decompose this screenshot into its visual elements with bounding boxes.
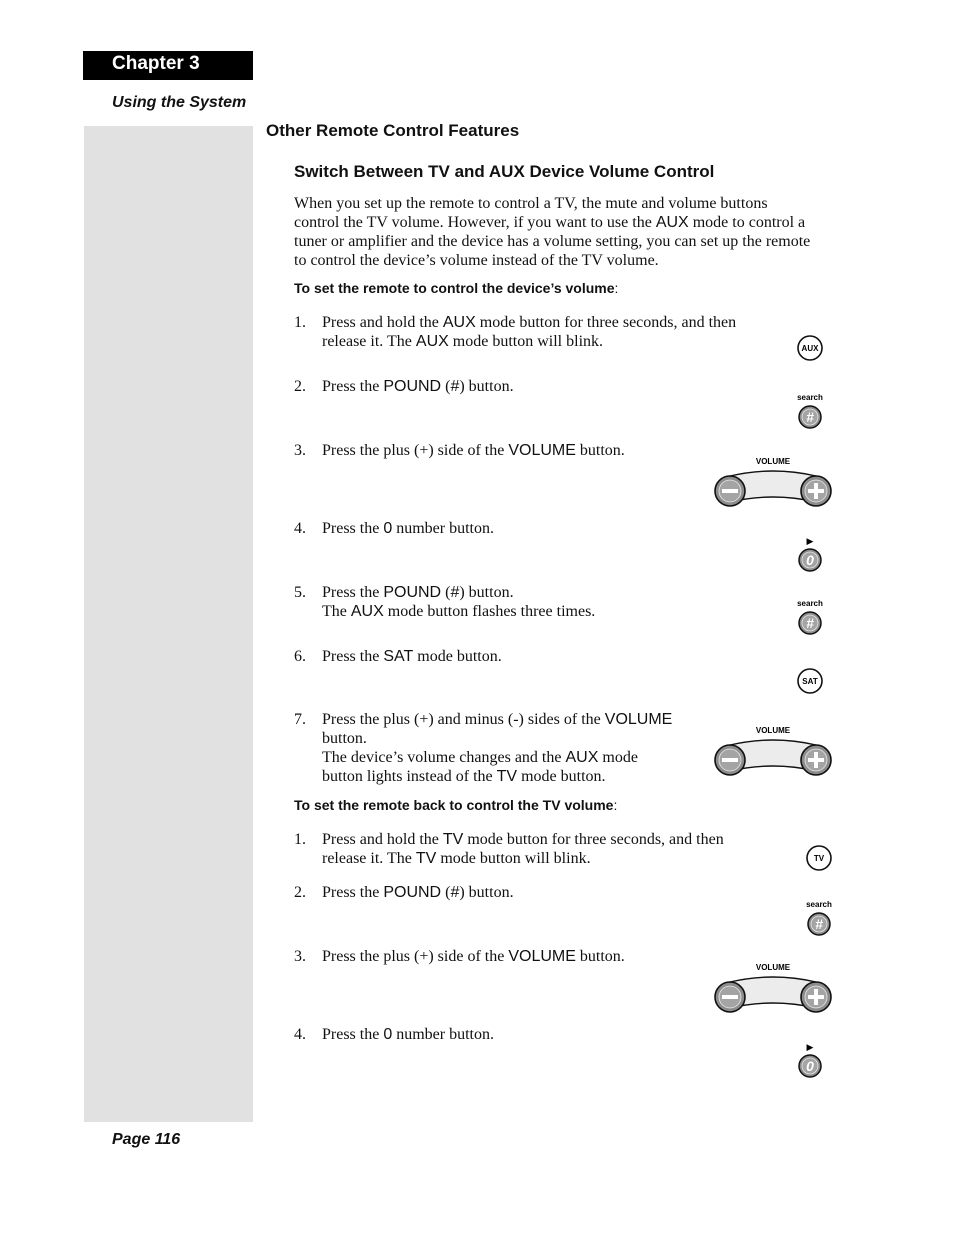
- step-number: 2.: [294, 378, 306, 395]
- step-text: Press the plus (+) side of the VOLUME button.: [322, 442, 625, 459]
- step-text: Press the SAT mode button.: [322, 648, 502, 665]
- key-term: AUX: [415, 333, 449, 350]
- step-text: The AUX mode button flashes three times.: [322, 603, 596, 620]
- margin-sidebar: [84, 126, 253, 1122]
- step-item: [294, 710, 672, 786]
- pound-label: #: [806, 615, 814, 631]
- key-term: TV: [442, 831, 464, 848]
- step-text: Press the POUND (#) button.: [322, 884, 514, 901]
- key-term: SAT: [383, 648, 414, 665]
- section-label: Using the System: [112, 94, 247, 111]
- step-item: [294, 441, 625, 460]
- step-text: Press the plus (+) and minus (-) sides of the VOLUME: [322, 711, 673, 728]
- zero-label: 0: [806, 552, 814, 568]
- intro-line: control the TV volume. However, if you want to use the AUX mode to control a: [294, 214, 806, 231]
- step-item: [294, 377, 514, 396]
- step-item: [294, 1025, 494, 1044]
- key-term: #: [450, 884, 460, 901]
- chapter-tab: Chapter 3: [83, 51, 253, 80]
- key-term: AUX: [655, 214, 689, 231]
- step-text: Press the plus (+) side of the VOLUME button.: [322, 948, 625, 965]
- key-term: 0: [383, 1026, 393, 1043]
- step-text: Press the POUND (#) button.: [322, 378, 514, 395]
- pound-button-icon: [792, 392, 828, 430]
- key-term: VOLUME: [604, 711, 673, 728]
- step-text: button.: [322, 730, 367, 747]
- step-number: 2.: [294, 884, 306, 901]
- step-item: [294, 313, 736, 351]
- page-number: Page 116: [112, 1131, 181, 1148]
- step-item: [294, 947, 625, 966]
- key-term: #: [450, 378, 460, 395]
- step-item: [294, 519, 494, 538]
- zero-label: 0: [806, 1058, 814, 1074]
- step-number: 3.: [294, 948, 306, 965]
- step-number: 3.: [294, 442, 306, 459]
- procedure-heading: To set the remote to control the device’s volume:: [294, 280, 619, 296]
- step-number: 4.: [294, 520, 306, 537]
- step-text: Press the POUND (#) button.: [322, 584, 514, 601]
- step-item: [294, 883, 514, 902]
- pound-label: #: [815, 916, 823, 932]
- step-text: The device’s volume changes and the AUX mode: [322, 749, 638, 766]
- intro-line: When you set up the remote to control a TV, the mute and volume buttons: [294, 195, 768, 212]
- step-text: Press and hold the TV mode button for three seconds, and then: [322, 831, 724, 848]
- step-text: Press the 0 number button.: [322, 1026, 494, 1043]
- play-icon: ▶: [806, 537, 814, 547]
- tv-button-icon: [805, 844, 833, 872]
- volume-rocker-icon: [710, 960, 836, 1016]
- key-term: VOLUME: [508, 948, 576, 965]
- search-label: search: [797, 599, 823, 608]
- tv-label: TV: [813, 854, 825, 863]
- step-text: Press and hold the AUX mode button for three seconds, and then: [322, 314, 737, 331]
- key-term: AUX: [442, 314, 476, 331]
- key-term: 0: [383, 520, 393, 537]
- step-text: release it. The TV mode button will blink.: [322, 850, 591, 867]
- volume-label: VOLUME: [755, 726, 791, 735]
- sat-label: SAT: [802, 677, 818, 686]
- search-label: search: [797, 393, 823, 402]
- pound-button-icon: [792, 598, 828, 636]
- volume-label: VOLUME: [755, 457, 791, 466]
- play-icon: ▶: [806, 1043, 814, 1053]
- step-item: [294, 647, 502, 666]
- step-number: 1.: [294, 314, 306, 331]
- intro-paragraph: [294, 194, 842, 270]
- key-term: TV: [415, 850, 437, 867]
- zero-button-icon: [794, 1040, 826, 1080]
- key-term: POUND: [383, 584, 442, 601]
- key-term: AUX: [565, 749, 599, 766]
- key-term: VOLUME: [508, 442, 576, 459]
- step-number: 6.: [294, 648, 306, 665]
- step-number: 1.: [294, 831, 306, 848]
- volume-label: VOLUME: [755, 963, 791, 972]
- volume-rocker-icon: [710, 723, 836, 779]
- step-number: 5.: [294, 584, 306, 601]
- intro-line: tuner or amplifier and the device has a volume setting, you can set up the remote: [294, 233, 811, 250]
- step-text: Press the 0 number button.: [322, 520, 494, 537]
- pound-label: #: [806, 409, 814, 425]
- key-term: TV: [496, 768, 518, 785]
- aux-button-icon: [796, 334, 824, 362]
- pound-button-icon: [801, 899, 837, 937]
- page-heading: Other Remote Control Features: [266, 121, 520, 140]
- zero-button-icon: [794, 534, 826, 574]
- key-term: #: [450, 584, 460, 601]
- step-number: 4.: [294, 1026, 306, 1043]
- key-term: POUND: [383, 378, 442, 395]
- step-text: release it. The AUX mode button will blink.: [322, 333, 604, 350]
- key-term: POUND: [383, 884, 442, 901]
- step-text: button lights instead of the TV mode button.: [322, 768, 606, 785]
- intro-line: to control the device’s volume instead of the TV volume.: [294, 252, 659, 269]
- volume-rocker-icon: [710, 454, 836, 510]
- sat-button-icon: [796, 667, 824, 695]
- step-number: 7.: [294, 711, 306, 728]
- step-item: [294, 583, 595, 621]
- key-term: AUX: [350, 603, 384, 620]
- search-label: search: [806, 900, 832, 909]
- aux-label: AUX: [801, 344, 819, 353]
- step-item: [294, 830, 724, 868]
- procedure-heading: To set the remote back to control the TV volume:: [294, 797, 618, 813]
- section-subheading: Switch Between TV and AUX Device Volume Control: [294, 162, 715, 181]
